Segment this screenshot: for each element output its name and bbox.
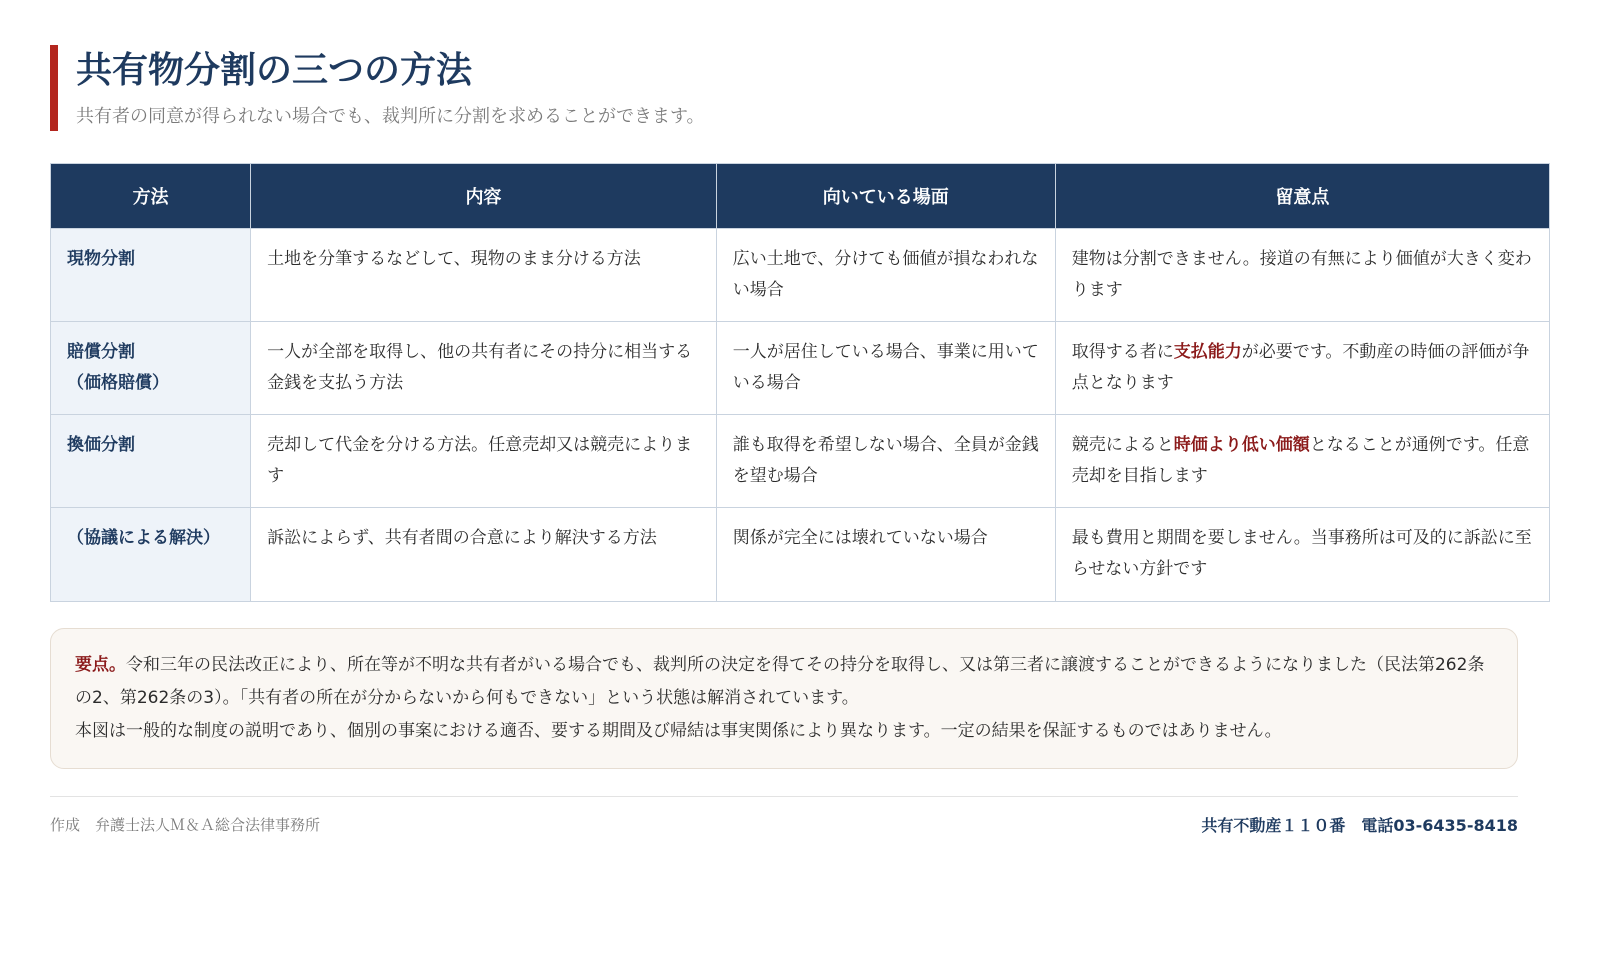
scene-cell: 広い土地で、分けても価値が損なわれない場合 [716, 229, 1055, 322]
content-cell: 一人が全部を取得し、他の共有者にその持分に相当する金銭を支払う方法 [251, 322, 717, 415]
table-row [51, 508, 1550, 602]
key-point-label: 要点。 [75, 655, 126, 675]
note-cell: 最も費用と期間を要しません。当事務所は可及的に訴訟に至らせない方針です [1055, 508, 1549, 602]
contact-info: 共有不動産１１０番 電話03-6435-8418 [1201, 816, 1518, 835]
note-cell [1055, 322, 1549, 415]
note-text: 取得する者に [1071, 342, 1174, 362]
column-header-content: 内容 [251, 164, 717, 229]
note-cell [1055, 415, 1549, 508]
note-text: となることが通例です。任意売却を目指します [1071, 435, 1530, 486]
table-row [51, 415, 1550, 508]
content-cell: 売却して代金を分ける方法。任意売却又は競売によります [251, 415, 717, 508]
method-cell: 現物分割 [51, 229, 251, 322]
disclaimer-text: 本図は一般的な制度の説明であり、個別の事案における適否、要する期間及び帰結は事実関係により異なります。一定の結果を保証するものではありません。 [75, 721, 1282, 741]
key-point-text: 令和三年の民法改正により、所在等が不明な共有者がいる場合でも、裁判所の決定を得てその持分を取得し、又は第三者に譲渡することができるようになりました（民法第262条の2、第262条の3）。「共有者の所在が分からないから何もできない」という状態は解消されています。 [75, 655, 1485, 708]
scene-cell: 誰も取得を希望しない場合、全員が金銭を望む場合 [716, 415, 1055, 508]
note-emphasis: 時価より低い価額 [1173, 435, 1310, 455]
scene-cell: 関係が完全には壊れていない場合 [716, 508, 1055, 602]
column-header-scene: 向いている場面 [716, 164, 1055, 229]
page-header [50, 45, 1510, 131]
method-cell: （協議による解決） [51, 508, 251, 602]
key-point-box [50, 628, 1518, 769]
column-header-method: 方法 [51, 164, 251, 229]
note-cell: 建物は分割できません。接道の有無により価値が大きく変わります [1055, 229, 1549, 322]
page-subtitle: 共有者の同意が得られない場合でも、裁判所に分割を求めることができます。 [76, 106, 705, 127]
table-row [51, 229, 1550, 322]
content-cell: 土地を分筆するなどして、現物のまま分ける方法 [251, 229, 717, 322]
note-text: 競売によると [1071, 435, 1174, 455]
note-emphasis: 支払能力 [1173, 342, 1242, 362]
table-row [51, 322, 1550, 415]
methods-table [50, 163, 1550, 602]
page-title: 共有物分割の三つの方法 [76, 50, 473, 91]
method-cell [51, 322, 251, 415]
method-alias: （価格賠償） [67, 373, 169, 393]
table-header-row [51, 164, 1550, 229]
method-cell: 換価分割 [51, 415, 251, 508]
content-cell: 訴訟によらず、共有者間の合意により解決する方法 [251, 508, 717, 602]
scene-cell: 一人が居住している場合、事業に用いている場合 [716, 322, 1055, 415]
note-text: が必要です。不動産の時価の評価が争点となります [1071, 342, 1530, 393]
footer-divider [50, 796, 1518, 797]
method-name: 賠償分割 [67, 342, 135, 362]
author-credit: 作成 弁護士法人Ｍ＆Ａ総合法律事務所 [50, 816, 321, 834]
column-header-note: 留意点 [1055, 164, 1549, 229]
